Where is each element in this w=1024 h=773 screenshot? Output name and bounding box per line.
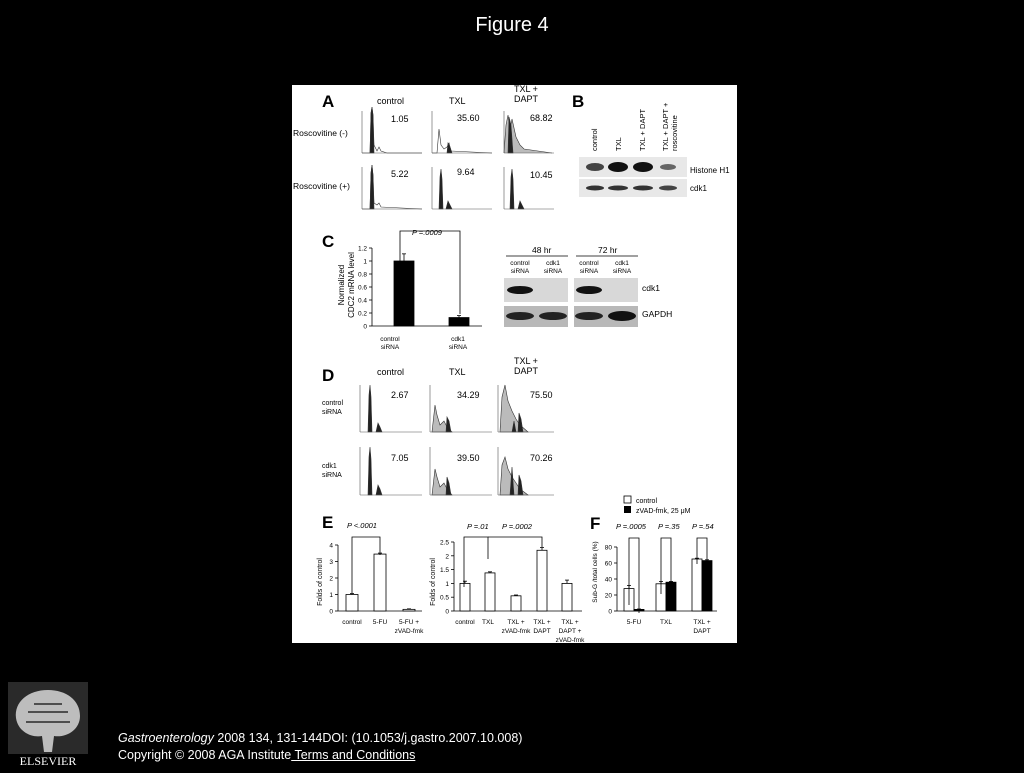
panel-e-p2: P =.01 bbox=[467, 522, 489, 531]
panel-c-xlabel-1b: siRNA bbox=[380, 344, 400, 351]
panel-a-col-txl: TXL bbox=[449, 96, 466, 106]
panel-e-right-xlabel-5b: DAPT + bbox=[558, 628, 582, 635]
y-tick-label: 2.5 bbox=[439, 539, 449, 547]
y-tick-label: 60 bbox=[604, 560, 612, 568]
panel-b-lane-2: TXL bbox=[614, 137, 623, 151]
elsevier-logo bbox=[8, 682, 88, 768]
panel-a-col-txl-dapt-1: TXL + bbox=[514, 85, 538, 94]
panel-c-xlabel-1a: control bbox=[380, 336, 400, 343]
panel-d-col-txl-dapt-2: DAPT bbox=[514, 366, 539, 376]
panel-e-left-xlabel-3b: zVAD-fmk bbox=[394, 628, 424, 635]
slide-title: Figure 4 bbox=[475, 14, 549, 36]
panel-d-row-1b: siRNA bbox=[322, 409, 342, 416]
panel-a-val-3: 68.82 bbox=[530, 113, 553, 123]
panel-e-right-ylabel: Folds of control bbox=[430, 558, 437, 606]
y-tick-label: 4 bbox=[329, 542, 333, 550]
panel-e-right-xlabel-4b: DAPT bbox=[533, 628, 551, 635]
panel-a-val-4: 5.22 bbox=[391, 169, 409, 179]
terms-and-conditions-link[interactable]: Terms and Conditions bbox=[291, 748, 416, 762]
panel-b-band-cdk1: cdk1 bbox=[690, 184, 707, 193]
panel-f-p3: P =.54 bbox=[692, 522, 714, 531]
panel-e-p3: P =.0002 bbox=[502, 522, 532, 531]
citation-line bbox=[118, 731, 522, 745]
panel-f-xlabel-3a: TXL + bbox=[693, 619, 711, 626]
panel-c-ylabel-2: CDC2 mRNA level bbox=[347, 252, 356, 318]
panel-d-col-txl: TXL bbox=[449, 367, 466, 377]
panel-c-blot-lane-1a: control bbox=[510, 260, 530, 267]
panel-e-right-xlabel-2: TXL bbox=[482, 619, 494, 626]
panel-d-row-2b: siRNA bbox=[322, 472, 342, 479]
panel-b-letter: B bbox=[572, 92, 585, 111]
panel-f-p1: P =.0005 bbox=[616, 522, 646, 531]
band bbox=[633, 186, 653, 191]
y-tick-label: 80 bbox=[604, 544, 612, 552]
panel-c-time-72: 72 hr bbox=[598, 245, 618, 255]
elsevier-tree-icon bbox=[8, 682, 88, 768]
y-tick-label: 1 bbox=[363, 258, 367, 266]
panel-d-row-2a: cdk1 bbox=[322, 463, 337, 470]
panel-f-xlabel-1: 5-FU bbox=[626, 619, 642, 626]
panel-c-ylabel-1: Normalized bbox=[337, 264, 346, 306]
bar bbox=[449, 318, 469, 326]
citation-details: 2008 134, 131-144DOI: (10.1053/j.gastro.2007.10.008) bbox=[213, 731, 523, 745]
panel-c-band-cdk1: cdk1 bbox=[642, 283, 660, 293]
panel-c-blot-lane-3b: siRNA bbox=[579, 268, 599, 275]
y-tick-label: 0.6 bbox=[357, 284, 367, 292]
panel-d-letter: D bbox=[322, 366, 335, 385]
panel-d-val-1: 2.67 bbox=[391, 390, 409, 400]
panel-a-val-2: 35.60 bbox=[457, 113, 480, 123]
y-tick-label: 0.2 bbox=[357, 310, 367, 318]
band bbox=[576, 286, 602, 294]
copyright-line bbox=[118, 748, 415, 762]
panel-f-legend-zvad: zVAD-fmk, 25 μM bbox=[636, 508, 691, 515]
panel-a-col-txl-dapt-2: DAPT bbox=[514, 94, 539, 104]
band bbox=[539, 312, 567, 320]
bar bbox=[346, 595, 358, 612]
panel-b-lane-3: TXL + DAPT bbox=[638, 108, 647, 151]
band bbox=[586, 163, 604, 171]
bar bbox=[374, 554, 386, 611]
y-tick-label: 2 bbox=[445, 553, 449, 561]
panel-d-row-1a: control bbox=[322, 400, 344, 407]
panel-b-lane-4b: roscovitine bbox=[670, 115, 679, 151]
panel-e-right-xlabel-5a: TXL + bbox=[561, 619, 579, 626]
bar bbox=[562, 583, 572, 611]
panel-e-right-xlabel-1: control bbox=[455, 619, 475, 626]
elsevier-wordmark: ELSEVIER bbox=[19, 754, 77, 768]
panel-e-left-xlabel-2: 5-FU bbox=[372, 619, 388, 626]
band bbox=[608, 186, 628, 191]
panel-d-val-3: 75.50 bbox=[530, 390, 553, 400]
panel-c-blot-lane-2a: cdk1 bbox=[546, 260, 560, 267]
panel-c-blot-lane-1b: siRNA bbox=[510, 268, 530, 275]
panel-c-chart bbox=[358, 246, 482, 331]
band bbox=[608, 162, 628, 172]
panel-e-right-xlabel-5c: zVAD-fmk bbox=[555, 637, 585, 643]
panel-f-letter: F bbox=[590, 514, 601, 533]
panel-f-p2: P =.35 bbox=[658, 522, 680, 531]
copyright-text: Copyright © 2008 AGA Institute bbox=[118, 748, 292, 762]
panel-c-blot-lane-3a: control bbox=[579, 260, 599, 267]
panel-c-time-48: 48 hr bbox=[532, 245, 552, 255]
panel-f-ylabel: Sub-G /total cells (%) bbox=[592, 541, 599, 603]
panel-b-lane-4a: TXL + DAPT + bbox=[661, 102, 670, 151]
panel-d-val-6: 70.26 bbox=[530, 453, 553, 463]
panel-f-legend-swatch-zvad bbox=[624, 506, 631, 513]
bar bbox=[537, 550, 547, 611]
figure-svg bbox=[292, 85, 737, 643]
panel-c-blot-lane-2b: siRNA bbox=[543, 268, 563, 275]
y-tick-label: 3 bbox=[329, 559, 333, 566]
bar bbox=[692, 559, 702, 611]
panel-c-band-gapdh: GAPDH bbox=[642, 309, 673, 319]
panel-f-xlabel-2: TXL bbox=[660, 619, 672, 626]
band bbox=[507, 286, 533, 294]
y-tick-label: 0.5 bbox=[439, 594, 449, 602]
y-tick-label: 0 bbox=[608, 608, 612, 616]
panel-a-val-6: 10.45 bbox=[530, 170, 553, 180]
y-tick-label: 0.8 bbox=[357, 271, 367, 279]
bar bbox=[511, 596, 521, 611]
panel-e-left-chart bbox=[329, 543, 422, 616]
panel-e-right-xlabel-3a: TXL + bbox=[507, 619, 525, 626]
panel-b-lane-1: control bbox=[590, 128, 599, 151]
bar bbox=[485, 573, 495, 611]
panel-f-xlabel-3b: DAPT bbox=[693, 628, 711, 635]
bar bbox=[403, 609, 415, 611]
bar bbox=[394, 261, 414, 326]
panel-c-blot-lane-4a: cdk1 bbox=[615, 260, 629, 267]
panel-e-left-xlabel-1: control bbox=[342, 619, 362, 626]
band bbox=[633, 162, 653, 172]
panel-e-right-xlabel-3b: zVAD-fmk bbox=[501, 628, 531, 635]
panel-e-p1: P <.0001 bbox=[347, 521, 377, 530]
y-tick-label: 0 bbox=[329, 608, 333, 616]
y-tick-label: 40 bbox=[604, 576, 612, 584]
panel-c-xlabel-2a: cdk1 bbox=[451, 336, 465, 343]
band bbox=[608, 311, 636, 321]
y-tick-label: 0 bbox=[445, 608, 449, 616]
citation-journal: Gastroenterology bbox=[118, 731, 214, 745]
panel-c-letter: C bbox=[322, 232, 335, 251]
panel-f-legend-control: control bbox=[636, 498, 658, 505]
panel-a-letter: A bbox=[322, 92, 335, 111]
panel-d-val-4: 7.05 bbox=[391, 453, 409, 463]
panel-e-left-ylabel: Folds of control bbox=[317, 558, 324, 606]
band bbox=[660, 164, 676, 170]
panel-d-histograms bbox=[360, 385, 554, 495]
panel-d-col-control: control bbox=[377, 367, 405, 377]
band bbox=[575, 312, 603, 320]
y-tick-label: 1.2 bbox=[357, 245, 367, 253]
band bbox=[586, 186, 604, 191]
panel-a-row-rosc-minus: Roscovitine (-) bbox=[293, 128, 348, 138]
panel-c-blot-lane-4b: siRNA bbox=[612, 268, 632, 275]
y-tick-label: 1.5 bbox=[439, 567, 449, 575]
panel-e-right-xlabel-4a: TXL + bbox=[533, 619, 551, 626]
panel-b-band-histone: Histone H1 bbox=[690, 166, 730, 175]
panel-d-val-2: 34.29 bbox=[457, 390, 480, 400]
panel-a-col-control: control bbox=[377, 96, 405, 106]
y-tick-label: 1 bbox=[329, 592, 333, 599]
panel-c-pvalue: P =.0009 bbox=[412, 228, 442, 237]
panel-e-left-xlabel-3a: 5-FU + bbox=[398, 619, 420, 626]
y-tick-label: 2 bbox=[329, 575, 333, 583]
y-tick-label: 20 bbox=[604, 592, 612, 600]
panel-e-letter: E bbox=[322, 513, 334, 532]
figure-panel bbox=[292, 85, 737, 643]
band bbox=[506, 312, 534, 320]
y-tick-label: 0 bbox=[363, 323, 367, 331]
panel-d-val-5: 39.50 bbox=[457, 453, 480, 463]
bar bbox=[460, 583, 470, 611]
panel-a-val-5: 9.64 bbox=[457, 167, 475, 177]
panel-f-legend-swatch-control bbox=[624, 496, 631, 503]
bar bbox=[702, 561, 712, 611]
panel-a-val-1: 1.05 bbox=[391, 114, 409, 124]
y-tick-label: 0.4 bbox=[357, 297, 367, 305]
band bbox=[659, 186, 677, 191]
y-tick-label: 1 bbox=[445, 580, 449, 588]
panel-a-row-rosc-plus: Roscovitine (+) bbox=[293, 181, 350, 191]
panel-c-xlabel-2b: siRNA bbox=[448, 344, 468, 351]
panel-e-right-chart bbox=[440, 540, 582, 616]
panel-d-col-txl-dapt-1: TXL + bbox=[514, 356, 538, 366]
